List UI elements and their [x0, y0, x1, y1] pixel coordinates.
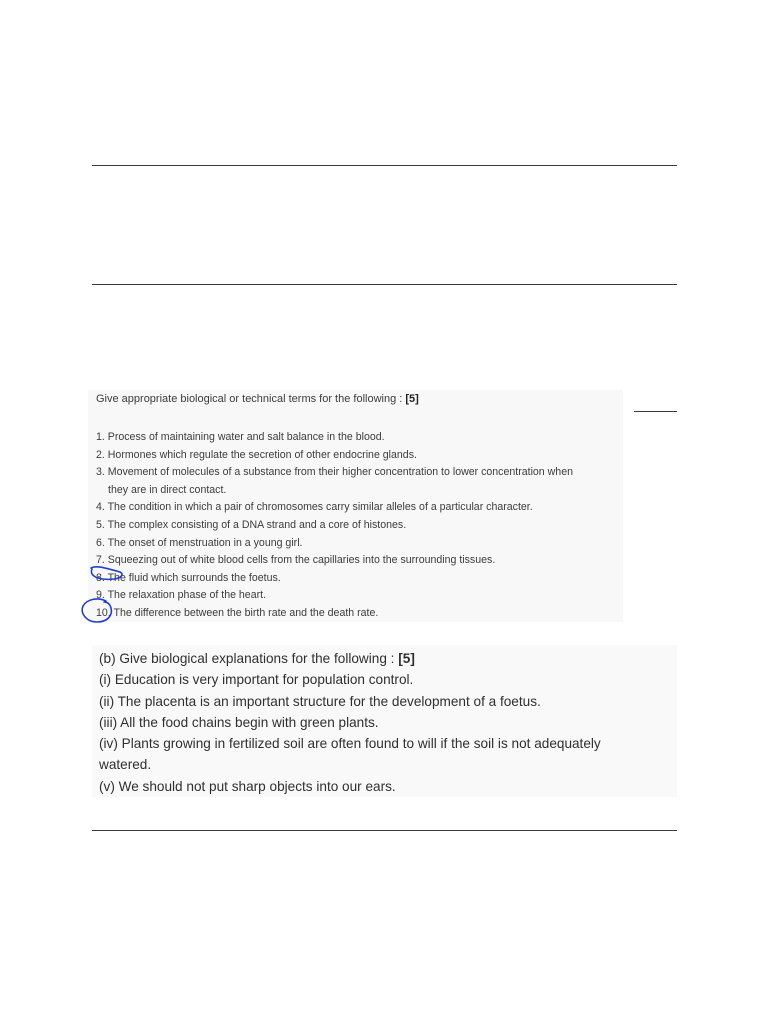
- terms-heading-marks: [5]: [405, 393, 419, 405]
- list-item: 4. The condition in which a pair of chromosomes carry similar alleles of a particular character.: [96, 501, 533, 514]
- list-item: 6. The onset of menstruation in a young girl.: [96, 536, 303, 549]
- divider-line-3: [92, 830, 677, 831]
- terms-list: [96, 429, 573, 623]
- pen-mark-circle-item-10: [82, 599, 111, 622]
- list-item: (i) Education is very important for population control.: [99, 672, 414, 688]
- list-item: 8. The fluid which surrounds the foetus.: [96, 571, 281, 584]
- list-item: 5. The complex consisting of a DNA strand and a core of histones.: [96, 518, 407, 531]
- question-image-terms: [88, 390, 623, 622]
- list-item: (v) We should not put sharp objects into our ears.: [99, 778, 396, 794]
- list-item: 3. Movement of molecules of a substance from their higher concentration to lower concentration when: [96, 466, 573, 479]
- list-item: 2. Hormones which regulate the secretion of other endocrine glands.: [96, 448, 417, 461]
- list-item: (iv) Plants growing in fertilized soil are often found to will if the soil is not adequately: [99, 736, 601, 752]
- explanations-heading: [99, 648, 601, 669]
- pen-annotation: [76, 560, 136, 630]
- divider-line-short: [634, 411, 677, 412]
- explanations-list: [99, 648, 601, 797]
- divider-line-2: [92, 284, 677, 285]
- list-item: 10. The difference between the birth rate and the death rate.: [96, 606, 379, 619]
- list-item-continuation: watered.: [99, 757, 152, 773]
- explanations-heading-text: (b) Give biological explanations for the following :: [99, 651, 399, 666]
- list-item: 1. Process of maintaining water and salt balance in the blood.: [96, 431, 385, 443]
- explanations-heading-marks: [5]: [398, 651, 415, 666]
- list-item: (ii) The placenta is an important structure for the development of a foetus.: [99, 693, 541, 709]
- list-item-continuation: they are in direct contact.: [108, 483, 227, 496]
- terms-heading: [96, 393, 419, 405]
- list-item: 7. Squeezing out of white blood cells from the capillaries into the surrounding tissues.: [96, 554, 496, 567]
- terms-heading-text: Give appropriate biological or technical terms for the following :: [96, 393, 406, 405]
- divider-line-1: [92, 165, 677, 166]
- pen-mark-item-8: [91, 567, 122, 580]
- question-image-explanations: [92, 645, 677, 797]
- list-item: 9. The relaxation phase of the heart.: [96, 589, 267, 602]
- list-item: (iii) All the food chains begin with green plants.: [99, 714, 379, 730]
